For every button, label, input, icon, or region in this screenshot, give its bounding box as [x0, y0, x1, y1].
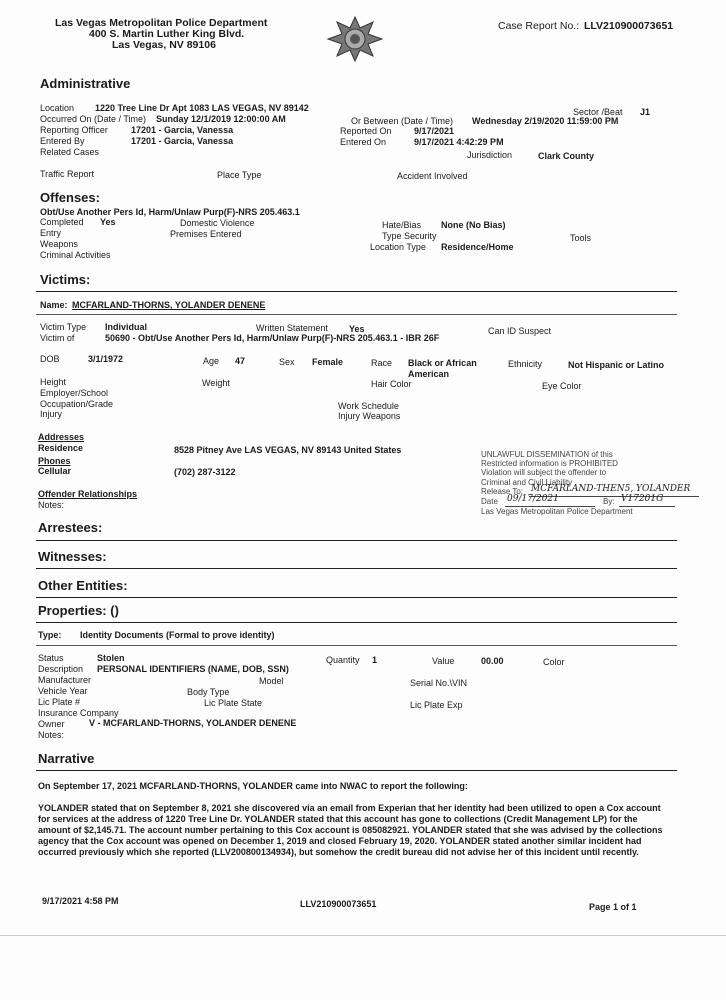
- footer-printed-timestamp: 9/17/2021 4:58 PM: [42, 896, 119, 906]
- section-administrative: Administrative: [40, 76, 131, 91]
- reporting-officer-label: Reporting Officer: [40, 125, 108, 135]
- agency-address-line1: 400 S. Martin Luther King Blvd.: [89, 28, 245, 40]
- victim-name-label: Name:: [40, 300, 68, 310]
- case-report-label: Case Report No.:: [498, 20, 580, 32]
- divider: [36, 291, 677, 292]
- divider: [36, 645, 677, 646]
- property-type-label: Type:: [38, 630, 62, 640]
- type-security-label: Type Security: [382, 231, 437, 241]
- offense-title: Obt/Use Another Pers Id, Harm/Unlaw Purp(F)-NRS 205.463.1: [40, 207, 300, 217]
- weapons-label: Weapons: [40, 239, 78, 249]
- offender-relationships-heading: Offender Relationships: [38, 489, 138, 499]
- release-date-label: Date: [481, 496, 498, 506]
- narrative-intro: On September 17, 2021 MCFARLAND-THORNS, YOLANDER came into NWAC to report the following:: [38, 781, 468, 791]
- location-type-label: Location Type: [370, 242, 426, 252]
- hate-bias-label: Hate/Bias: [382, 220, 422, 230]
- entry-label: Entry: [40, 228, 62, 238]
- section-narrative: Narrative: [38, 751, 95, 766]
- model-label: Model: [259, 676, 284, 686]
- phones-heading: Phones: [38, 456, 71, 466]
- entered-on-label: Entered On: [340, 137, 387, 147]
- cellular-label: Cellular: [38, 466, 72, 476]
- release-stamp: [481, 450, 691, 516]
- related-cases-label: Related Cases: [40, 147, 100, 157]
- victim-of-label: Victim of: [40, 333, 75, 343]
- criminal-activities-label: Criminal Activities: [40, 250, 111, 260]
- sector-beat-label: Sector /Beat: [573, 107, 623, 117]
- entered-by-label: Entered By: [40, 136, 85, 146]
- lic-plate-exp-label: Lic Plate Exp: [410, 700, 463, 710]
- divider: [36, 314, 677, 315]
- reported-on-label: Reported On: [340, 126, 392, 136]
- release-by-handwritten: V17201G: [621, 493, 664, 504]
- serial-vin-label: Serial No.\VIN: [410, 678, 468, 688]
- ethnicity-label: Ethnicity: [508, 359, 543, 369]
- written-statement-label: Written Statement: [256, 323, 328, 333]
- victim-of-value: 50690 - Obt/Use Another Pers Id, Harm/Unlaw Purp(F)-NRS 205.463.1 - IBR 26F: [105, 333, 440, 343]
- dob-label: DOB: [40, 354, 60, 364]
- release-to-handwritten: MCFARLAND-THEN5, YOLANDER: [531, 483, 691, 494]
- color-label: Color: [543, 657, 565, 667]
- stamp-line: Criminal and Civil Liability: [481, 477, 573, 487]
- release-by-label: By:: [603, 496, 615, 506]
- completed-label: Completed: [40, 217, 84, 227]
- section-arrestees: Arrestees:: [38, 520, 103, 535]
- work-schedule-label: Work Schedule: [338, 401, 399, 411]
- jurisdiction-value: Clark County: [538, 151, 595, 161]
- tools-label: Tools: [570, 233, 592, 243]
- narrative-line: agency that the Cox account was opened on December 1, 2019 and closed February 19, 2020. YOLANDER stated another similar incident had: [38, 836, 642, 846]
- case-report-number: LLV210900073651: [584, 20, 674, 32]
- accident-involved-label: Accident Involved: [397, 171, 468, 181]
- occurred-on-label: Occurred On (Date / Time): [40, 114, 147, 124]
- stamp-line: Restricted information is PROHIBITED: [481, 459, 618, 469]
- status-label: Status: [38, 653, 64, 663]
- reported-on-value: 9/17/2021: [414, 126, 455, 136]
- injury-label: Injury: [40, 409, 63, 419]
- location-value: 1220 Tree Line Dr Apt 1083 LAS VEGAS, NV 89142: [95, 103, 309, 113]
- traffic-report-label: Traffic Report: [40, 169, 95, 179]
- location-type-value: Residence/Home: [441, 242, 514, 252]
- victim-type-label: Victim Type: [40, 322, 87, 332]
- height-label: Height: [40, 377, 67, 387]
- body-type-label: Body Type: [187, 687, 230, 697]
- section-properties: Properties: (): [38, 603, 119, 618]
- divider: [36, 770, 677, 771]
- reporting-officer-value: 17201 - Garcia, Vanessa: [131, 125, 234, 135]
- race-label: Race: [371, 358, 393, 368]
- completed-value: Yes: [100, 217, 116, 227]
- premises-entered-label: Premises Entered: [170, 229, 242, 239]
- residence-label: Residence: [38, 443, 84, 453]
- stamp-line: UNLAWFUL DISSEMINATION of this: [481, 450, 613, 459]
- owner-value: V - MCFARLAND-THORNS, YOLANDER DENENE: [89, 718, 297, 728]
- quantity-label: Quantity: [326, 655, 360, 665]
- weight-label: Weight: [202, 378, 230, 388]
- domestic-violence-label: Domestic Violence: [180, 218, 255, 228]
- narrative-line: for services at the address of 1220 Tree Line Dr. YOLANDER stated that this account has gone to collections (Credit Management LP) for the: [38, 814, 638, 824]
- value-value: 00.00: [481, 656, 504, 666]
- divider: [36, 622, 677, 623]
- insurance-company-label: Insurance Company: [38, 708, 119, 718]
- dob-value: 3/1/1972: [88, 354, 124, 364]
- owner-label: Owner: [38, 719, 65, 729]
- stamp-line: Violation will subject the offender to: [481, 468, 607, 478]
- race-value-line1: Black or African: [408, 358, 477, 368]
- ethnicity-value: Not Hispanic or Latino: [568, 360, 665, 370]
- footer-case-number: LLV210900073651: [300, 899, 377, 909]
- narrative-line: YOLANDER stated that on September 8, 2021 she discovered via an email from Experian that her identity had been utilized to open a Cox account: [38, 803, 661, 813]
- agency-name: Las Vegas Metropolitan Police Department: [55, 17, 268, 29]
- divider: [36, 540, 677, 541]
- age-label: Age: [203, 356, 220, 366]
- place-type-label: Place Type: [217, 170, 262, 180]
- stamp-footer: Las Vegas Metropolitan Police Department: [481, 506, 633, 516]
- description-label: Description: [38, 664, 84, 674]
- value-label: Value: [432, 656, 455, 666]
- occupation-label: Occupation/Grade: [40, 399, 114, 409]
- divider: [36, 568, 677, 569]
- narrative-line: occurred previously which she reported (LLV200800134934), but somehow the credit bureau did not advise her of this incident until recently.: [38, 847, 639, 857]
- narrative-line: amount of $2,145.71. The account number pertaining to this Cox account is 085082921. YOLANDER stated that she was advised by the collections: [38, 825, 663, 835]
- section-witnesses: Witnesses:: [38, 549, 107, 564]
- or-between-label: Or Between (Date / Time): [351, 116, 454, 126]
- section-other-entities: Other Entities:: [38, 578, 128, 593]
- lic-plate-state-label: Lic Plate State: [204, 698, 263, 708]
- or-between-value: Wednesday 2/19/2020 11:59:00 PM: [472, 116, 619, 126]
- location-label: Location: [40, 103, 75, 113]
- victim-type-value: Individual: [105, 322, 148, 332]
- occurred-on-value: Sunday 12/1/2019 12:00:00 AM: [156, 114, 286, 124]
- lic-plate-label: Lic Plate #: [38, 697, 81, 707]
- release-date-handwritten: 09/17/2021: [507, 493, 559, 504]
- race-value-line2: American: [408, 369, 450, 379]
- sector-beat-value: J1: [640, 107, 651, 117]
- agency-address-line2: Las Vegas, NV 89106: [112, 39, 216, 51]
- police-star-badge-icon: [325, 16, 385, 62]
- narrative-body: [38, 803, 663, 858]
- age-value: 47: [235, 356, 246, 366]
- vehicle-year-label: Vehicle Year: [38, 686, 88, 696]
- page-edge: [0, 935, 726, 936]
- hate-bias-value: None (No Bias): [441, 220, 506, 230]
- section-offenses: Offenses:: [40, 190, 100, 205]
- sex-value: Female: [312, 357, 344, 367]
- victim-notes-label: Notes:: [38, 500, 65, 510]
- divider: [36, 597, 677, 598]
- description-value: PERSONAL IDENTIFIERS (NAME, DOB, SSN): [97, 664, 289, 674]
- injury-weapons-label: Injury Weapons: [338, 411, 401, 421]
- employer-label: Employer/School: [40, 388, 109, 398]
- hair-color-label: Hair Color: [371, 379, 412, 389]
- victim-name-value: MCFARLAND-THORNS, YOLANDER DENENE: [72, 300, 266, 310]
- residence-value: 8528 Pitney Ave LAS VEGAS, NV 89143 United States: [174, 445, 402, 455]
- can-id-suspect-label: Can ID Suspect: [488, 326, 552, 336]
- jurisdiction-label: Jurisdiction: [467, 150, 513, 160]
- property-notes-label: Notes:: [38, 730, 65, 740]
- entered-on-value: 9/17/2021 4:42:29 PM: [414, 137, 504, 147]
- manufacturer-label: Manufacturer: [38, 675, 92, 685]
- sex-label: Sex: [279, 357, 295, 367]
- section-victims: Victims:: [40, 272, 91, 287]
- status-value: Stolen: [97, 653, 125, 663]
- quantity-value: 1: [372, 655, 378, 665]
- eye-color-label: Eye Color: [542, 381, 582, 391]
- addresses-heading: Addresses: [38, 432, 85, 442]
- property-type-value: Identity Documents (Formal to prove identity): [80, 630, 275, 640]
- written-statement-value: Yes: [349, 324, 365, 334]
- cellular-value: (702) 287-3122: [174, 467, 236, 477]
- release-to-label: Release To:: [481, 486, 524, 496]
- entered-by-value: 17201 - Garcia, Vanessa: [131, 136, 234, 146]
- footer-page-number: Page 1 of 1: [589, 902, 637, 912]
